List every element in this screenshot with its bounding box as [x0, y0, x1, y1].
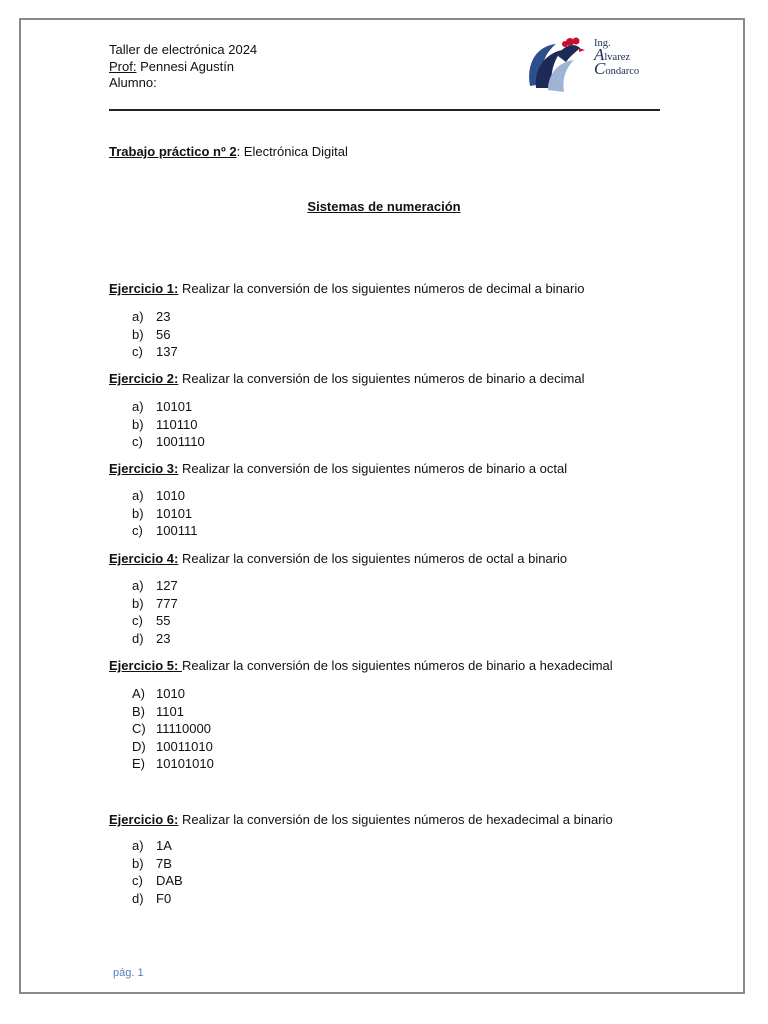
list-item	[132, 577, 178, 595]
item-letter: E)	[132, 756, 145, 771]
item-value: 1101	[156, 703, 184, 719]
item-letter: c)	[132, 344, 143, 359]
header-divider	[109, 109, 660, 111]
item-letter: D)	[132, 738, 146, 754]
exercise-items	[132, 837, 183, 907]
logo-line-3	[594, 59, 640, 78]
list-item	[132, 487, 197, 505]
item-letter: a)	[132, 488, 144, 503]
course-title: Taller de electrónica 2024	[109, 42, 258, 57]
exercise-items	[132, 685, 214, 773]
section-title: Sistemas de numeración	[307, 199, 461, 214]
item-value: 10011010	[156, 738, 213, 754]
item-value: 56	[156, 326, 171, 342]
exercise-items	[132, 487, 197, 540]
list-item	[132, 872, 183, 890]
item-letter: C)	[132, 721, 146, 736]
exercise-instruction: Realizar la conversión de los siguientes números de hexadecimal a binario	[178, 812, 613, 827]
list-item	[132, 522, 197, 540]
list-item	[132, 685, 214, 703]
list-item	[132, 343, 178, 361]
item-value: 137	[156, 344, 178, 359]
item-value: 10101010	[156, 756, 214, 771]
exercise-items	[132, 308, 178, 361]
logo-line-1: Ing.	[594, 38, 611, 49]
item-value: 1010	[156, 686, 185, 701]
item-value: 1010	[156, 488, 185, 503]
exercise-instruction: Realizar la conversión de los siguientes números de octal a binario	[178, 551, 568, 566]
item-value: 55	[156, 613, 171, 628]
item-value: 1A	[156, 838, 172, 853]
list-item	[132, 837, 183, 855]
professor-label: Prof:	[109, 58, 137, 74]
logo-wordmark	[594, 38, 639, 77]
exercise-instruction: Realizar la conversión de los siguientes números de binario a decimal	[178, 371, 585, 386]
item-value: 10101	[156, 505, 193, 521]
list-item	[132, 433, 205, 451]
exercise-items	[132, 398, 205, 451]
item-letter: d)	[132, 630, 144, 646]
exercise-heading	[109, 461, 567, 476]
exercise-items	[132, 577, 178, 647]
item-value: 10101	[156, 399, 193, 414]
item-letter: B)	[132, 703, 145, 719]
list-item	[132, 755, 214, 773]
list-item	[132, 308, 178, 326]
professor-name: Pennesi Agustín	[136, 58, 235, 74]
list-item	[132, 326, 178, 344]
item-letter: c)	[132, 873, 143, 888]
item-value: 1001110	[156, 434, 205, 449]
item-value: F0	[156, 890, 172, 906]
list-item	[132, 890, 183, 908]
document-header	[109, 42, 257, 92]
item-letter: b)	[132, 326, 144, 342]
exercise-label: Ejercicio 3:	[109, 461, 179, 476]
exercise-label: Ejercicio 5:	[109, 658, 182, 673]
item-letter: d)	[132, 890, 144, 906]
item-value: 100111	[156, 523, 198, 538]
item-value: 23	[156, 630, 171, 646]
list-item	[132, 855, 183, 873]
item-letter: A)	[132, 686, 145, 701]
item-letter: c)	[132, 613, 143, 628]
student-label: Alumno:	[109, 75, 157, 90]
list-item	[132, 630, 178, 648]
list-item	[132, 416, 205, 434]
item-letter: b)	[132, 416, 144, 432]
item-letter: a)	[132, 399, 144, 414]
exercise-instruction: Realizar la conversión de los siguientes números de decimal a binario	[178, 281, 585, 296]
school-logo	[522, 34, 657, 98]
exercise-heading	[109, 812, 613, 827]
item-letter: b)	[132, 855, 144, 871]
list-item	[132, 595, 178, 613]
list-item	[132, 505, 197, 523]
page-number: pág. 1	[113, 967, 144, 979]
logo-text-lvarez: lvarez	[604, 52, 631, 63]
list-item	[132, 398, 205, 416]
item-letter: a)	[132, 578, 144, 593]
exercise-label: Ejercicio 2:	[109, 371, 179, 386]
list-item	[132, 612, 178, 630]
item-value: 23	[156, 309, 171, 324]
item-letter: a)	[132, 838, 144, 853]
exercise-label: Ejercicio 6:	[109, 812, 179, 827]
document-page	[19, 18, 745, 994]
exercise-label: Ejercicio 1:	[109, 281, 179, 296]
exercise-heading	[109, 281, 584, 296]
exercise-instruction: Realizar la conversión de los siguientes números de binario a hexadecimal	[181, 658, 613, 673]
item-value: 127	[156, 578, 178, 593]
assignment-label: Trabajo práctico nº 2	[109, 144, 237, 159]
assignment-title	[109, 144, 348, 159]
item-value: 777	[156, 595, 178, 611]
item-value: 7B	[156, 855, 172, 871]
list-item	[132, 720, 214, 738]
exercise-instruction: Realizar la conversión de los siguientes números de binario a octal	[178, 461, 568, 476]
exercise-heading	[109, 551, 567, 566]
item-value: 11110000	[156, 721, 211, 736]
item-value: 110110	[156, 416, 198, 432]
item-value: DAB	[156, 873, 183, 888]
item-letter: c)	[132, 434, 143, 449]
item-letter: a)	[132, 309, 144, 324]
exercise-heading	[109, 658, 613, 673]
assignment-subject: : Electrónica Digital	[236, 144, 348, 159]
logo-cap-a: A	[594, 45, 605, 64]
item-letter: c)	[132, 523, 143, 538]
list-item	[132, 703, 214, 721]
logo-cap-c: C	[594, 59, 606, 78]
logo-text-ondarco: ondarco	[605, 66, 640, 77]
professor-line	[109, 59, 257, 76]
exercise-label: Ejercicio 4:	[109, 551, 179, 566]
item-letter: b)	[132, 595, 144, 611]
exercise-heading	[109, 371, 584, 386]
list-item	[132, 738, 214, 756]
item-letter: b)	[132, 505, 144, 521]
